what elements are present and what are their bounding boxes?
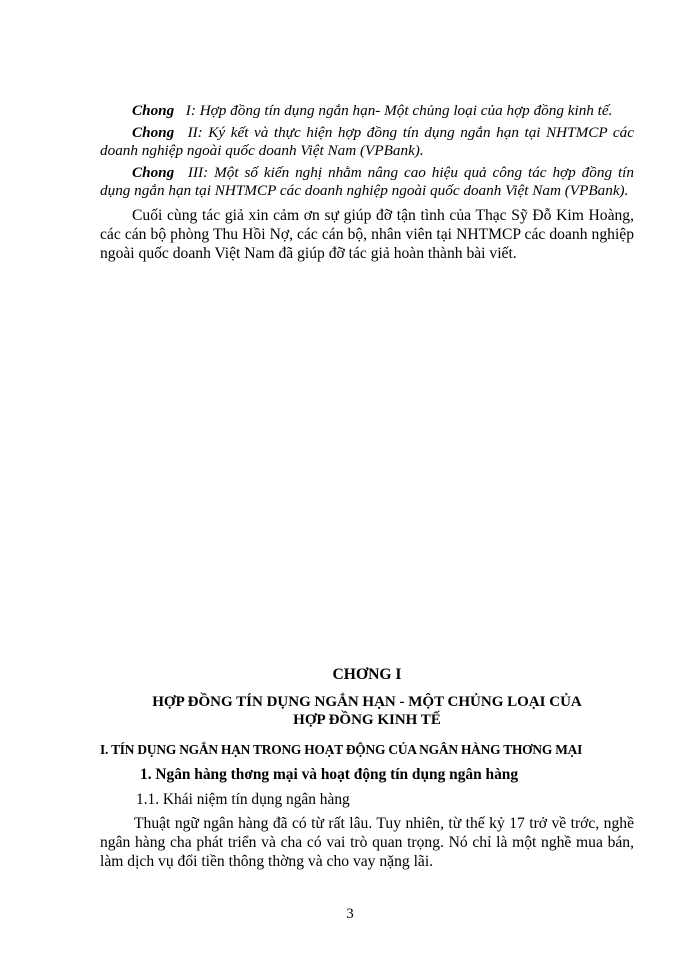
chapter-label: Chong [132, 164, 175, 181]
chapter-title: CHƠNG I [332, 666, 402, 683]
chapter-summary: I: Hợp đồng tín dụng ngắn hạn- Một chủng loại của hợp đồng kinh tế. [185, 102, 613, 119]
section-heading: I. TÍN DỤNG NGẮN HẠN TRONG HOẠT ĐỘNG CỦA NGÂN HÀNG THƠNG MẠI [100, 742, 583, 757]
chapter-label: Chong [132, 124, 175, 141]
chapter-outline-item [100, 102, 634, 120]
chapter-heading-line: HỢP ĐỒNG TÍN DỤNG NGẮN HẠN - MỘT CHỦNG LOẠI CỦA [152, 694, 582, 710]
subsection-heading: 1. Ngân hàng thơng mại và hoạt động tín dụng ngân hàng [140, 766, 519, 783]
chapter-heading [100, 693, 634, 729]
chapter-heading-line: HỢP ĐỒNG KINH TẾ [293, 712, 441, 728]
body-paragraph: Thuật ngữ ngân hàng đã có từ rất lâu. Tuy nhiên, từ thế kỷ 17 trở về trớc, nghề ngân hàng cha phát triển và cha có vai trò quan trọng. Nó chỉ là một nghề mua bán, làm dịch vụ đổi tiền thông thờng và cho vay nặng lãi. [100, 815, 634, 870]
sub-subsection-heading: 1.1. Khái niệm tín dụng ngân hàng [136, 791, 350, 808]
acknowledgement-paragraph: Cuối cùng tác giả xin cảm ơn sự giúp đỡ tận tình của Thạc Sỹ Đỗ Kim Hoàng, các cán bộ phòng Thu Hồi Nợ, các cán bộ, nhân viên tại NHTMCP các doanh nghiệp ngoài quốc doanh Việt Nam đã giúp đỡ tác giả hoàn thành bài viết. [100, 207, 634, 262]
chapter-summary: III: Một số kiến nghị nhằm nâng cao hiệu quả công tác hợp đồng tín dụng ngắn hạn tại NHTMCP các doanh nghiệp ngoài quốc doanh Việt Nam (VPBank). [100, 164, 634, 199]
chapter-outline [100, 102, 634, 263]
chapter-outline-item [100, 164, 634, 200]
page-number: 3 [346, 906, 354, 922]
chapter-outline-item [100, 124, 634, 160]
chapter-summary: II: Ký kết và thực hiện hợp đồng tín dụng ngắn hạn tại NHTMCP các doanh nghiệp ngoài quốc doanh Việt Nam (VPBank). [100, 124, 635, 159]
chapter-label: Chong [132, 102, 175, 119]
